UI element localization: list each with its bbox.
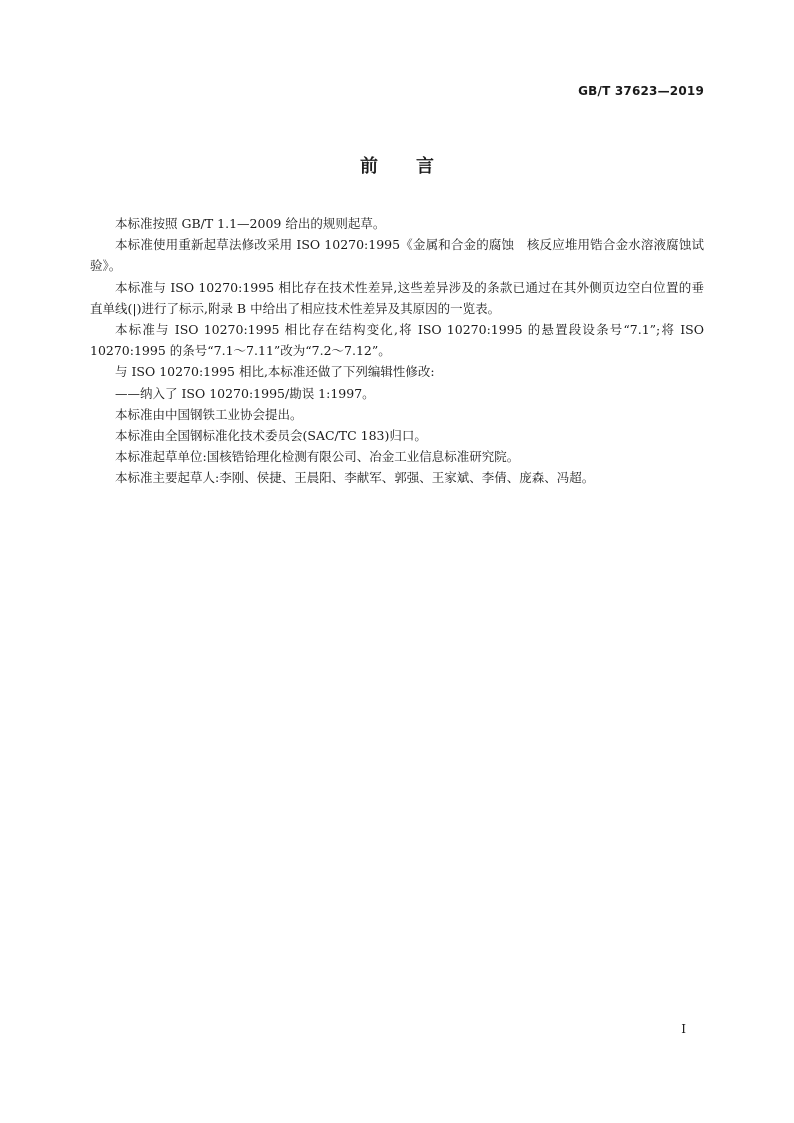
paragraph-structural-changes: 本标准与 ISO 10270:1995 相比存在结构变化,将 ISO 10270:1995 的悬置段设条号“7.1”;将 ISO 10270:1995 的条号“7.1～7.11”改为“7.2～7.12”。: [90, 322, 704, 359]
title-part-1: 前: [360, 156, 378, 177]
foreword-body: [90, 213, 704, 489]
paragraph-adoption: 本标准使用重新起草法修改采用 ISO 10270:1995《金属和合金的腐蚀 核反应堆用锆合金水溶液腐蚀试验》。: [90, 237, 704, 274]
title-part-2: 言: [416, 156, 434, 177]
paragraph-editorial-item: ——纳入了 ISO 10270:1995/勘误 1:1997。: [115, 385, 375, 401]
paragraph-proposer: 本标准由中国钢铁工业协会提出。: [115, 406, 303, 422]
standard-code: GB/T 37623—2019: [578, 84, 704, 98]
page-number: I: [681, 1022, 686, 1036]
paragraph-drafting-units: 本标准起草单位:国核锆铪理化检测有限公司、冶金工业信息标准研究院。: [115, 449, 520, 465]
paragraph-technical-differences: 本标准与 ISO 10270:1995 相比存在技术性差异,这些差异涉及的条款已通过在其外侧页边空白位置的垂直单线(|)进行了标示,附录 B 中给出了相应技术性差异及其原因的一览表。: [90, 279, 704, 316]
page-title: [0, 152, 794, 178]
paragraph-editorial-intro: 与 ISO 10270:1995 相比,本标准还做了下列编辑性修改:: [115, 364, 435, 380]
paragraph-drafting-rules: 本标准按照 GB/T 1.1—2009 给出的规则起草。: [115, 216, 386, 231]
paragraph-committee: 本标准由全国钢标准化技术委员会(SAC/TC 183)归口。: [115, 428, 427, 444]
paragraph-drafters: 本标准主要起草人:李刚、侯捷、王晨阳、李献军、郭强、王家斌、李倩、庞森、冯超。: [115, 470, 595, 486]
